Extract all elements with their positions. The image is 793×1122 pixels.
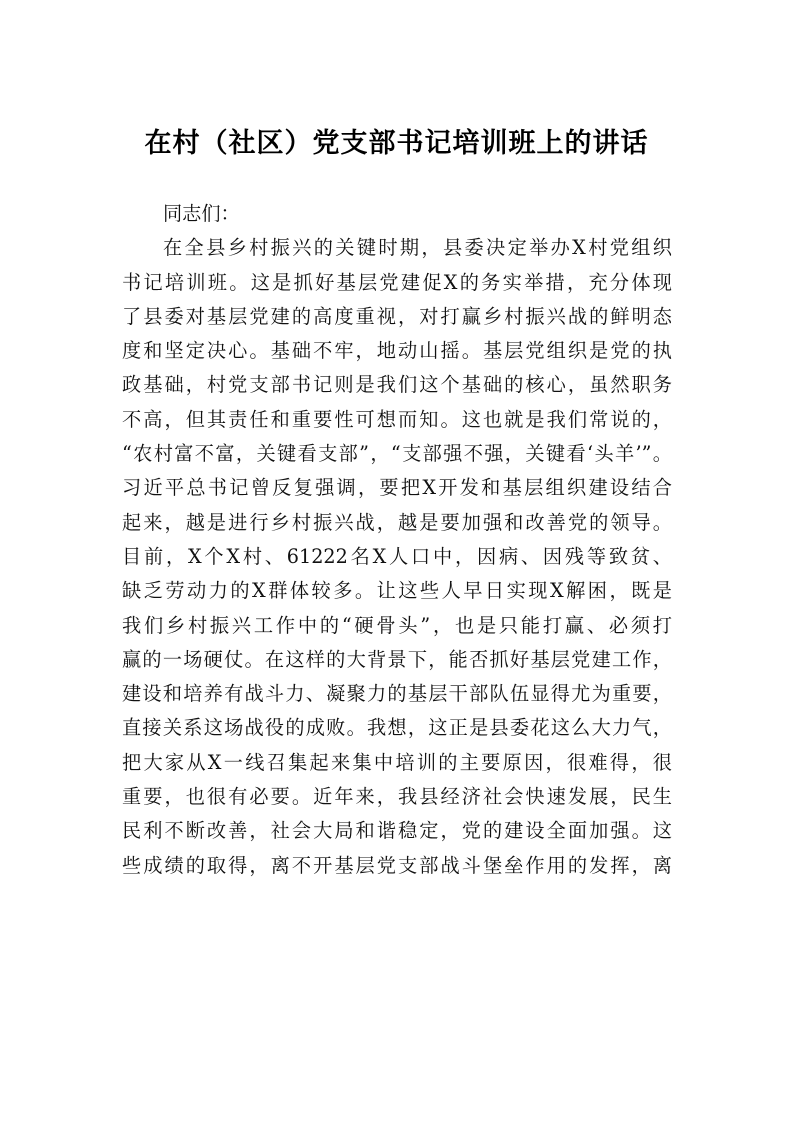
paragraph-line: 习近平总书记曾反复强调，要把X开发和基层组织建设结合: [122, 476, 672, 500]
paragraph-line: 目前，X个X村、61222名X人口中，因病、因残等致贫、: [122, 544, 672, 568]
paragraph-line: 不高，但其责任和重要性可想而知。这也就是我们常说的，: [122, 407, 672, 431]
salutation: 同志们：: [163, 202, 240, 225]
paragraph-line: 起来，越是进行乡村振兴战，越是要加强和改善党的领导。: [122, 510, 672, 534]
paragraph-line: 些成绩的取得，离不开基层党支部战斗堡垒作用的发挥，离: [122, 853, 672, 877]
document-title: 在村（社区）党支部书记培训班上的讲话: [144, 128, 649, 159]
paragraph-line: 缺乏劳动力的X群体较多。让这些人早日实现X解困，既是: [122, 579, 672, 603]
document-body: [122, 197, 672, 883]
paragraph-line: 书记培训班。这是抓好基层党建促X的务实举措，充分体现: [122, 270, 672, 294]
paragraph-line: 赢的一场硬仗。在这样的大背景下，能否抓好基层党建工作，: [122, 647, 672, 671]
paragraph-line: 在全县乡村振兴的关键时期，县委决定举办X村党组织: [163, 236, 672, 260]
paragraph-line: 民利不断改善，社会大局和谐稳定，党的建设全面加强。这: [122, 819, 672, 843]
paragraph-line: 把大家从X一线召集起来集中培训的主要原因，很难得，很: [122, 750, 672, 774]
paragraph-line: 重要，也很有必要。近年来，我县经济社会快速发展，民生: [122, 785, 672, 809]
paragraph-line: 我们乡村振兴工作中的“硬骨头”，也是只能打赢、必须打: [122, 613, 672, 637]
paragraph-line: 建设和培养有战斗力、凝聚力的基层干部队伍显得尤为重要，: [122, 682, 672, 706]
paragraph-line: 政基础，村党支部书记则是我们这个基础的核心，虽然职务: [122, 373, 672, 397]
paragraph-line: 直接关系这场战役的成败。我想，这正是县委花这么大力气，: [122, 716, 672, 740]
paragraph-line: 了县委对基层党建的高度重视，对打赢乡村振兴战的鲜明态: [122, 304, 672, 328]
paragraph-line: “农村富不富，关键看支部”，“支部强不强，关键看‘头羊’”。: [122, 442, 672, 466]
paragraph-line: 度和坚定决心。基础不牢，地动山摇。基层党组织是党的执: [122, 339, 672, 363]
